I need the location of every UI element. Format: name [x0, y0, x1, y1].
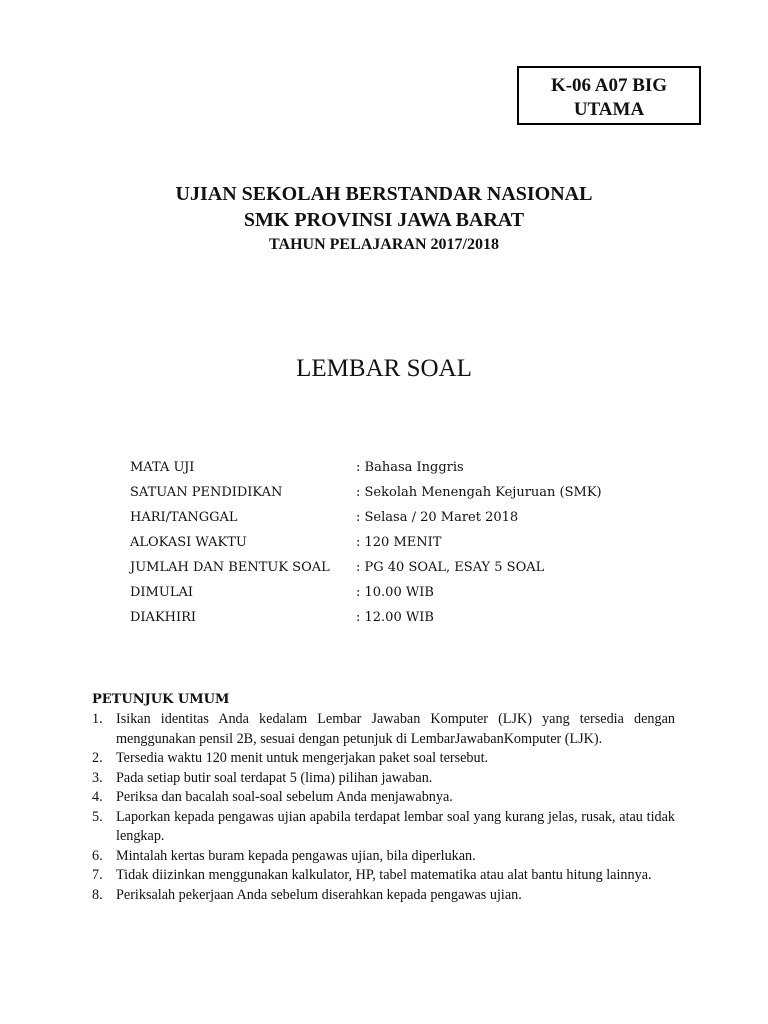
- info-row: [130, 483, 630, 508]
- info-row: [130, 608, 630, 633]
- item-number: 4.: [92, 789, 103, 805]
- info-label: DIMULAI: [130, 585, 193, 600]
- item-number: 6.: [92, 847, 103, 864]
- list-item: [92, 769, 675, 789]
- list-item: [92, 749, 675, 769]
- page-title: LEMBAR SOAL: [296, 355, 472, 382]
- info-value: : Bahasa Inggris: [356, 460, 464, 475]
- item-text: Periksalah pekerjaan Anda sebelum diserahkan kepada pengawas ujian.: [116, 886, 522, 903]
- info-label: HARI/TANGGAL: [130, 510, 238, 525]
- info-row: [130, 508, 630, 533]
- item-number: 5.: [92, 808, 103, 825]
- list-item: [92, 788, 675, 808]
- item-text: Periksa dan bacalah soal-soal sebelum Anda menjawabnya.: [116, 789, 453, 805]
- info-row: [130, 458, 630, 483]
- info-value: : Selasa / 20 Maret 2018: [356, 510, 519, 525]
- list-item: [92, 866, 675, 886]
- exam-code-box: [517, 66, 701, 125]
- info-label: MATA UJI: [130, 460, 195, 475]
- item-number: 8.: [92, 886, 103, 903]
- exam-info-table: [130, 458, 630, 633]
- item-text: Tersedia waktu 120 menit untuk mengerjakan paket soal tersebut.: [116, 750, 489, 766]
- info-row: [130, 533, 630, 558]
- item-text: Isikan identitas Anda kedalam Lembar Jawaban Komputer (LJK) yang tersedia dengan menggunakan pensil 2B, sesuai dengan petunjuk di LembarJawabanKomputer (LJK).: [116, 711, 675, 747]
- info-value: : Sekolah Menengah Kejuruan (SMK): [356, 485, 602, 500]
- list-item: [92, 808, 675, 847]
- item-text: Pada setiap butir soal terdapat 5 (lima) pilihan jawaban.: [116, 769, 433, 786]
- item-text: Tidak diizinkan menggunakan kalkulator, HP, tabel matematika atau alat bantu hitung lainnya.: [116, 867, 652, 883]
- item-text: Laporkan kepada pengawas ujian apabila terdapat lembar soal yang kurang jelas, rusak, atau tidak lengkap.: [116, 808, 675, 844]
- info-row: [130, 558, 630, 583]
- info-value: : 10.00 WIB: [356, 585, 434, 600]
- list-item: [92, 886, 675, 906]
- info-value: : PG 40 SOAL, ESAY 5 SOAL: [356, 560, 545, 575]
- info-label: ALOKASI WAKTU: [130, 535, 247, 550]
- list-item: [92, 847, 675, 867]
- instructions-heading: PETUNJUK UMUM: [92, 692, 230, 707]
- item-number: 1.: [92, 711, 103, 727]
- info-label: JUMLAH DAN BENTUK SOAL: [130, 560, 330, 575]
- header-line2: SMK PROVINSI JAWA BARAT: [243, 209, 525, 231]
- item-number: 2.: [92, 750, 103, 766]
- exam-code-line2: UTAMA: [573, 99, 645, 120]
- header-line1: UJIAN SEKOLAH BERSTANDAR NASIONAL: [175, 183, 593, 205]
- list-item: [92, 710, 675, 749]
- item-text: Mintalah kertas buram kepada pengawas ujian, bila diperlukan.: [116, 847, 476, 864]
- info-label: DIAKHIRI: [130, 610, 197, 625]
- info-value: : 12.00 WIB: [356, 610, 434, 625]
- info-value: : 120 MENIT: [356, 535, 442, 550]
- exam-code-line1: K-06 A07 BIG: [550, 75, 668, 96]
- header-line3: TAHUN PELAJARAN 2017/2018: [269, 236, 499, 253]
- info-label: SATUAN PENDIDIKAN: [130, 485, 283, 500]
- instructions-list: [92, 710, 675, 905]
- info-row: [130, 583, 630, 608]
- item-number: 3.: [92, 769, 103, 786]
- item-number: 7.: [92, 867, 103, 883]
- general-instructions: [92, 690, 675, 905]
